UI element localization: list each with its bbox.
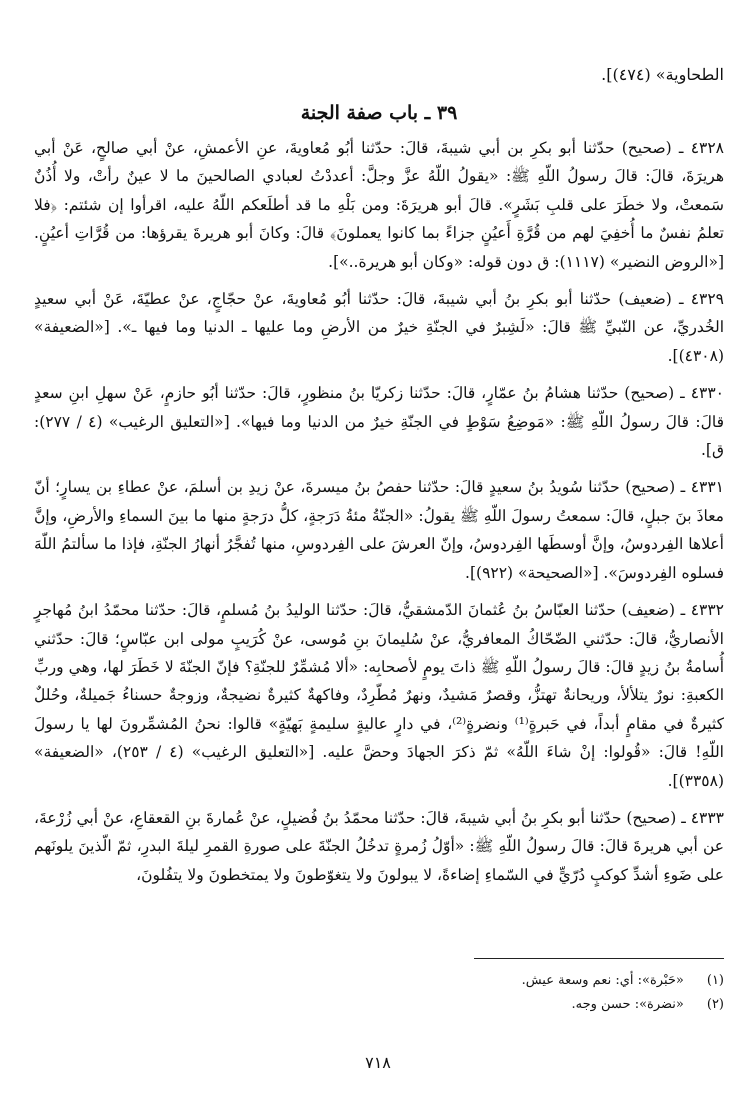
hadith-4329: ٤٣٢٩ ـ (ضعيف) حدّثنا أبو بكرِ بنُ أبي شيبةَ، قالَ: حدّثنا أبُو مُعاويةَ، عنْ حجّاجٍ، عنْ عطيّةَ، عَنْ أبي سعيدٍ الخُدريِّ، عن النّبيِّ ﷺ قالَ: «لَشِبرٌ في الجنّةِ خيرٌ من الأرضِ وما عليها ـ الدنيا وما فيها ـ». [«الضعيفة» (٤٣٠٨)].	[34, 290, 724, 365]
footnote-1	[34, 969, 724, 993]
hadith-4332: ٤٣٣٢ ـ (ضعيف) حدّثنا العبّاسُ بنُ عُثمانَ الدّمشقيُّ، قالَ: حدّثنا الوليدُ بنُ مُسلمٍ، قالَ: حدّثنا محمّدُ ابنُ مُهاجرٍ الأنصاريُّ، قالَ: حدّثني الضّحّاكُ المعافريُّ، عنْ سُليمانَ بنِ مُوسى، عنْ كُرَيبٍ مولى ابن عبّاسٍ؛ قالَ: حدّثني أُسامةُ بنُ زيدٍ قالَ: قالَ رسولُ اللّهِ ﷺ ذاتَ يومٍ لأصحابِه: «ألا مُشمِّرٌ للجنّةِ؟ فإنّ الجنّةَ لا خَطَرَ لها، وهي وربِّ الكعبةِ: نورٌ يتلألأ، وريحانةٌ تهتزُّ، وقصرٌ مَشيدٌ، ونهرٌ مُطّرِدٌ، وفاكهةٌ كثيرةٌ نضيجةٌ، وزوجةٌ حسناءُ جَميلةٌ، وحُللٌ كثيرةٌ في مقامٍ أبداً، في حَبرةٍ⁽¹⁾ ونضرةٍ⁽²⁾، في دارٍ عاليةٍ سليمةٍ بَهيّةٍ» قالوا: نحنُ المُشمِّرونَ لها يا رسولَ اللّهِ! قالَ: «قُولوا: إنْ شاءَ اللّهُ» ثمّ ذكرَ الجهادَ وحضَّ عليه. [«التعليق الرغيب» (٤ / ٢٥٣)، «الضعيفة» (٣٣٥٨)].	[34, 601, 724, 790]
footnotes	[34, 958, 724, 1017]
hadith-4331: ٤٣٣١ ـ (صحيح) حدّثنا سُويدُ بنُ سعيدٍ قالَ: حدّثنا حفصُ بنُ ميسرةَ، عنْ زيدِ بن أسلمَ، عنْ عطاءِ بن يسارٍ؛ أنّ معاذَ بنَ جبلٍ، قالَ: سمعتُ رسولَ اللّهِ ﷺ يقولُ: «الجنّةُ مئةُ دَرَجةٍ، كلُّ درَجةٍ منها ما بينَ السماءِ والأرضِ، وإنَّ أعلاها الفِردوسُ، وإنَّ أوسطَها الفِردوسُ، وإنّ العرشَ على الفِردوسِ، منها تُفجَّرُ أنهارُ الجنّةِ، فإذا ما سألتمُ اللّهَ فسلوه الفِردوسَ». [«الصحيحة» (٩٢٢)].	[34, 478, 724, 582]
footnote-text: «نضرة»: حسن وجه.	[571, 997, 684, 1012]
continued-line: الطحاوية» (٤٧٤)].	[601, 65, 724, 84]
page-body	[34, 60, 724, 898]
footnote-2	[34, 993, 724, 1017]
hadith-4333: ٤٣٣٣ ـ (صحيح) حدّثنا أبو بكرِ بنُ أبي شيبةَ، قالَ: حدّثنا محمّدُ بنُ فُضيلٍ، عنْ عُمارةَ بنِ القعقاعِ، عنْ أبي زُرْعةَ، عن أبي هريرةَ قالَ: قالَ رسولُ اللّهِ ﷺ: «أوّلُ زُمرةٍ تدخُلُ الجنّةَ على صورةِ القمرِ ليلةَ البدرِ، ثمّ الّذينَ يلونَهم على ضَوءِ أشدِّ كوكبٍ دُرّيٍّ في السّماءِ إضاءةً، لا يبولونَ ولا يتغوّطونَ ولا يمتخطونَ ولا يتفُلونَ،	[34, 808, 724, 884]
footnote-number: (١)	[706, 973, 724, 988]
footnote-number: (٢)	[706, 997, 724, 1012]
page-number: ٧١٨	[365, 1053, 391, 1072]
hadith-4330: ٤٣٣٠ ـ (صحيح) حدّثنا هشامُ بنُ عمّارٍ، قالَ: حدّثنا زكريّا بنُ منظورٍ، قالَ: حدّثنا أبُو حازمٍ، عَنْ سهلِ ابنِ سعدٍ قالَ: قالَ رسولُ اللّهِ ﷺ: «مَوضِعُ سَوْطٍ في الجنّةِ خيرٌ من الدنيا وما فيها». [«التعليق الرغيب» (٤ / ٢٧٧): ق].	[34, 384, 724, 460]
footnote-divider	[474, 958, 724, 959]
hadith-4328: ٤٣٢٨ ـ (صحيح) حدّثنا أبو بكرِ بن أبي شيبةَ، قالَ: حدّثنا أبُو مُعاويةَ، عنِ الأعمشِ، عنْ أبي صالحٍ، عَنْ أبي هريرَةَ، قالَ: قالَ رسولُ اللّهِ ﷺ: «يقولُ اللّهُ عزَّ وجلَّ: أعددْتُ لعبادي الصالحينَ ما لا عينٌ رأتْ، ولا أُذُنٌ سَمعتْ، ولا خطَرَ على قلبِ بَشَرٍ». قالَ أبو هريرَةَ: ومن بَلْهِ ما قد أطلَعكم اللّهُ عليه، اقرأوا إن شئتم: ﴿فلا تعلمُ نفسٌ ما أُخفِيَ لهم من قُرَّةِ أَعيُنٍ جزاءً بما كانوا يعملونَ﴾ قالَ: وكانَ أبو هريرةَ يقرؤها: من قُرَّاتِ أعيُنٍ. [«الروض النضير» (١١١٧): ق دون قوله: «وكان أبو هريرة..»].	[34, 139, 724, 271]
chapter-title: ٣٩ ـ باب صفة الجنة	[300, 102, 458, 124]
footnote-text: «حَبْرة»: أي: نعم وسعة عيش.	[521, 973, 684, 988]
